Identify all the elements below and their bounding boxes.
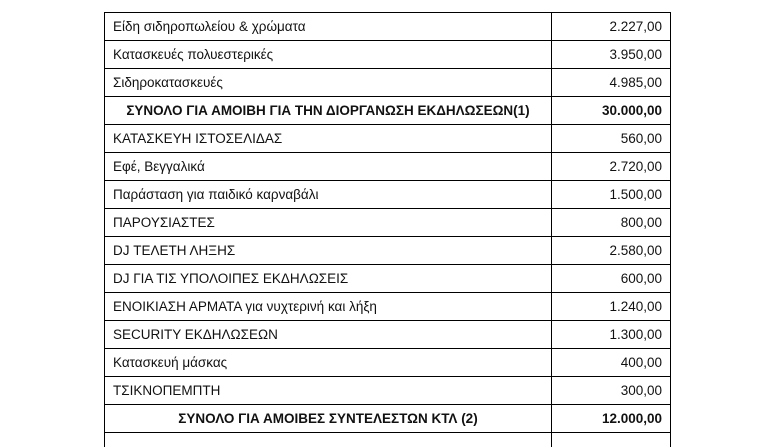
item-label: Εφέ, Βεγγαλικά (105, 153, 552, 181)
table-row (105, 293, 671, 321)
table-row (105, 237, 671, 265)
item-label: ΚΑΤΑΣΚΕΥΗ ΙΣΤΟΣΕΛΙΔΑΣ (105, 125, 552, 153)
table-row (105, 69, 671, 97)
budget-table-body (105, 13, 671, 447)
item-amount: 560,00 (552, 125, 671, 153)
item-amount: 2.227,00 (552, 13, 671, 41)
item-label: Κατασκευή μάσκας (105, 349, 552, 377)
item-amount: 3.950,00 (552, 41, 671, 69)
item-amount: 300,00 (552, 377, 671, 405)
item-amount: 1.240,00 (552, 293, 671, 321)
table-row-cutoff (105, 433, 671, 447)
item-amount: 1.500,00 (552, 181, 671, 209)
table-row (105, 209, 671, 237)
item-amount: 4.985,00 (552, 69, 671, 97)
table-row (105, 41, 671, 69)
item-amount: 1.300,00 (552, 321, 671, 349)
cutoff-cell (552, 433, 671, 447)
table-total-row (105, 97, 671, 125)
total-amount: 30.000,00 (552, 97, 671, 125)
item-amount: 2.720,00 (552, 153, 671, 181)
table-row (105, 349, 671, 377)
item-label: DJ ΤΕΛΕΤΗ ΛΗΞΗΣ (105, 237, 552, 265)
total-label: ΣΥΝΟΛΟ ΓΙΑ ΑΜΟΙΒΕΣ ΣΥΝΤΕΛΕΣΤΩΝ ΚΤΛ (2) (105, 405, 552, 433)
table-row (105, 321, 671, 349)
table-row (105, 13, 671, 41)
item-label: ΤΣΙΚΝΟΠΕΜΠΤΗ (105, 377, 552, 405)
table-row (105, 377, 671, 405)
item-label: ΕΝΟΙΚΙΑΣΗ ΑΡΜΑΤΑ για νυχτερινή και λήξη (105, 293, 552, 321)
item-label: DJ ΓΙΑ ΤΙΣ ΥΠΟΛΟΙΠΕΣ ΕΚΔΗΛΩΣΕΙΣ (105, 265, 552, 293)
table-total-row (105, 405, 671, 433)
total-amount: 12.000,00 (552, 405, 671, 433)
item-label: Παράσταση για παιδικό καρναβάλι (105, 181, 552, 209)
table-row (105, 153, 671, 181)
item-label: SECURITY ΕΚΔΗΛΩΣΕΩΝ (105, 321, 552, 349)
item-amount: 600,00 (552, 265, 671, 293)
item-label: Είδη σιδηροπωλείου & χρώματα (105, 13, 552, 41)
item-label: ΠΑΡΟΥΣΙΑΣΤΕΣ (105, 209, 552, 237)
table-row (105, 181, 671, 209)
table-row (105, 125, 671, 153)
item-label: Σιδηροκατασκευές (105, 69, 552, 97)
item-amount: 800,00 (552, 209, 671, 237)
item-amount: 400,00 (552, 349, 671, 377)
cutoff-cell (105, 433, 552, 447)
item-label: Κατασκευές πολυεστερικές (105, 41, 552, 69)
item-amount: 2.580,00 (552, 237, 671, 265)
total-label: ΣΥΝΟΛΟ ΓΙΑ ΑΜΟΙΒΗ ΓΙΑ ΤΗΝ ΔΙΟΡΓΑΝΩΣΗ ΕΚΔΗΛΩΣΕΩΝ(1) (105, 97, 552, 125)
table-row (105, 265, 671, 293)
budget-table (104, 12, 671, 447)
